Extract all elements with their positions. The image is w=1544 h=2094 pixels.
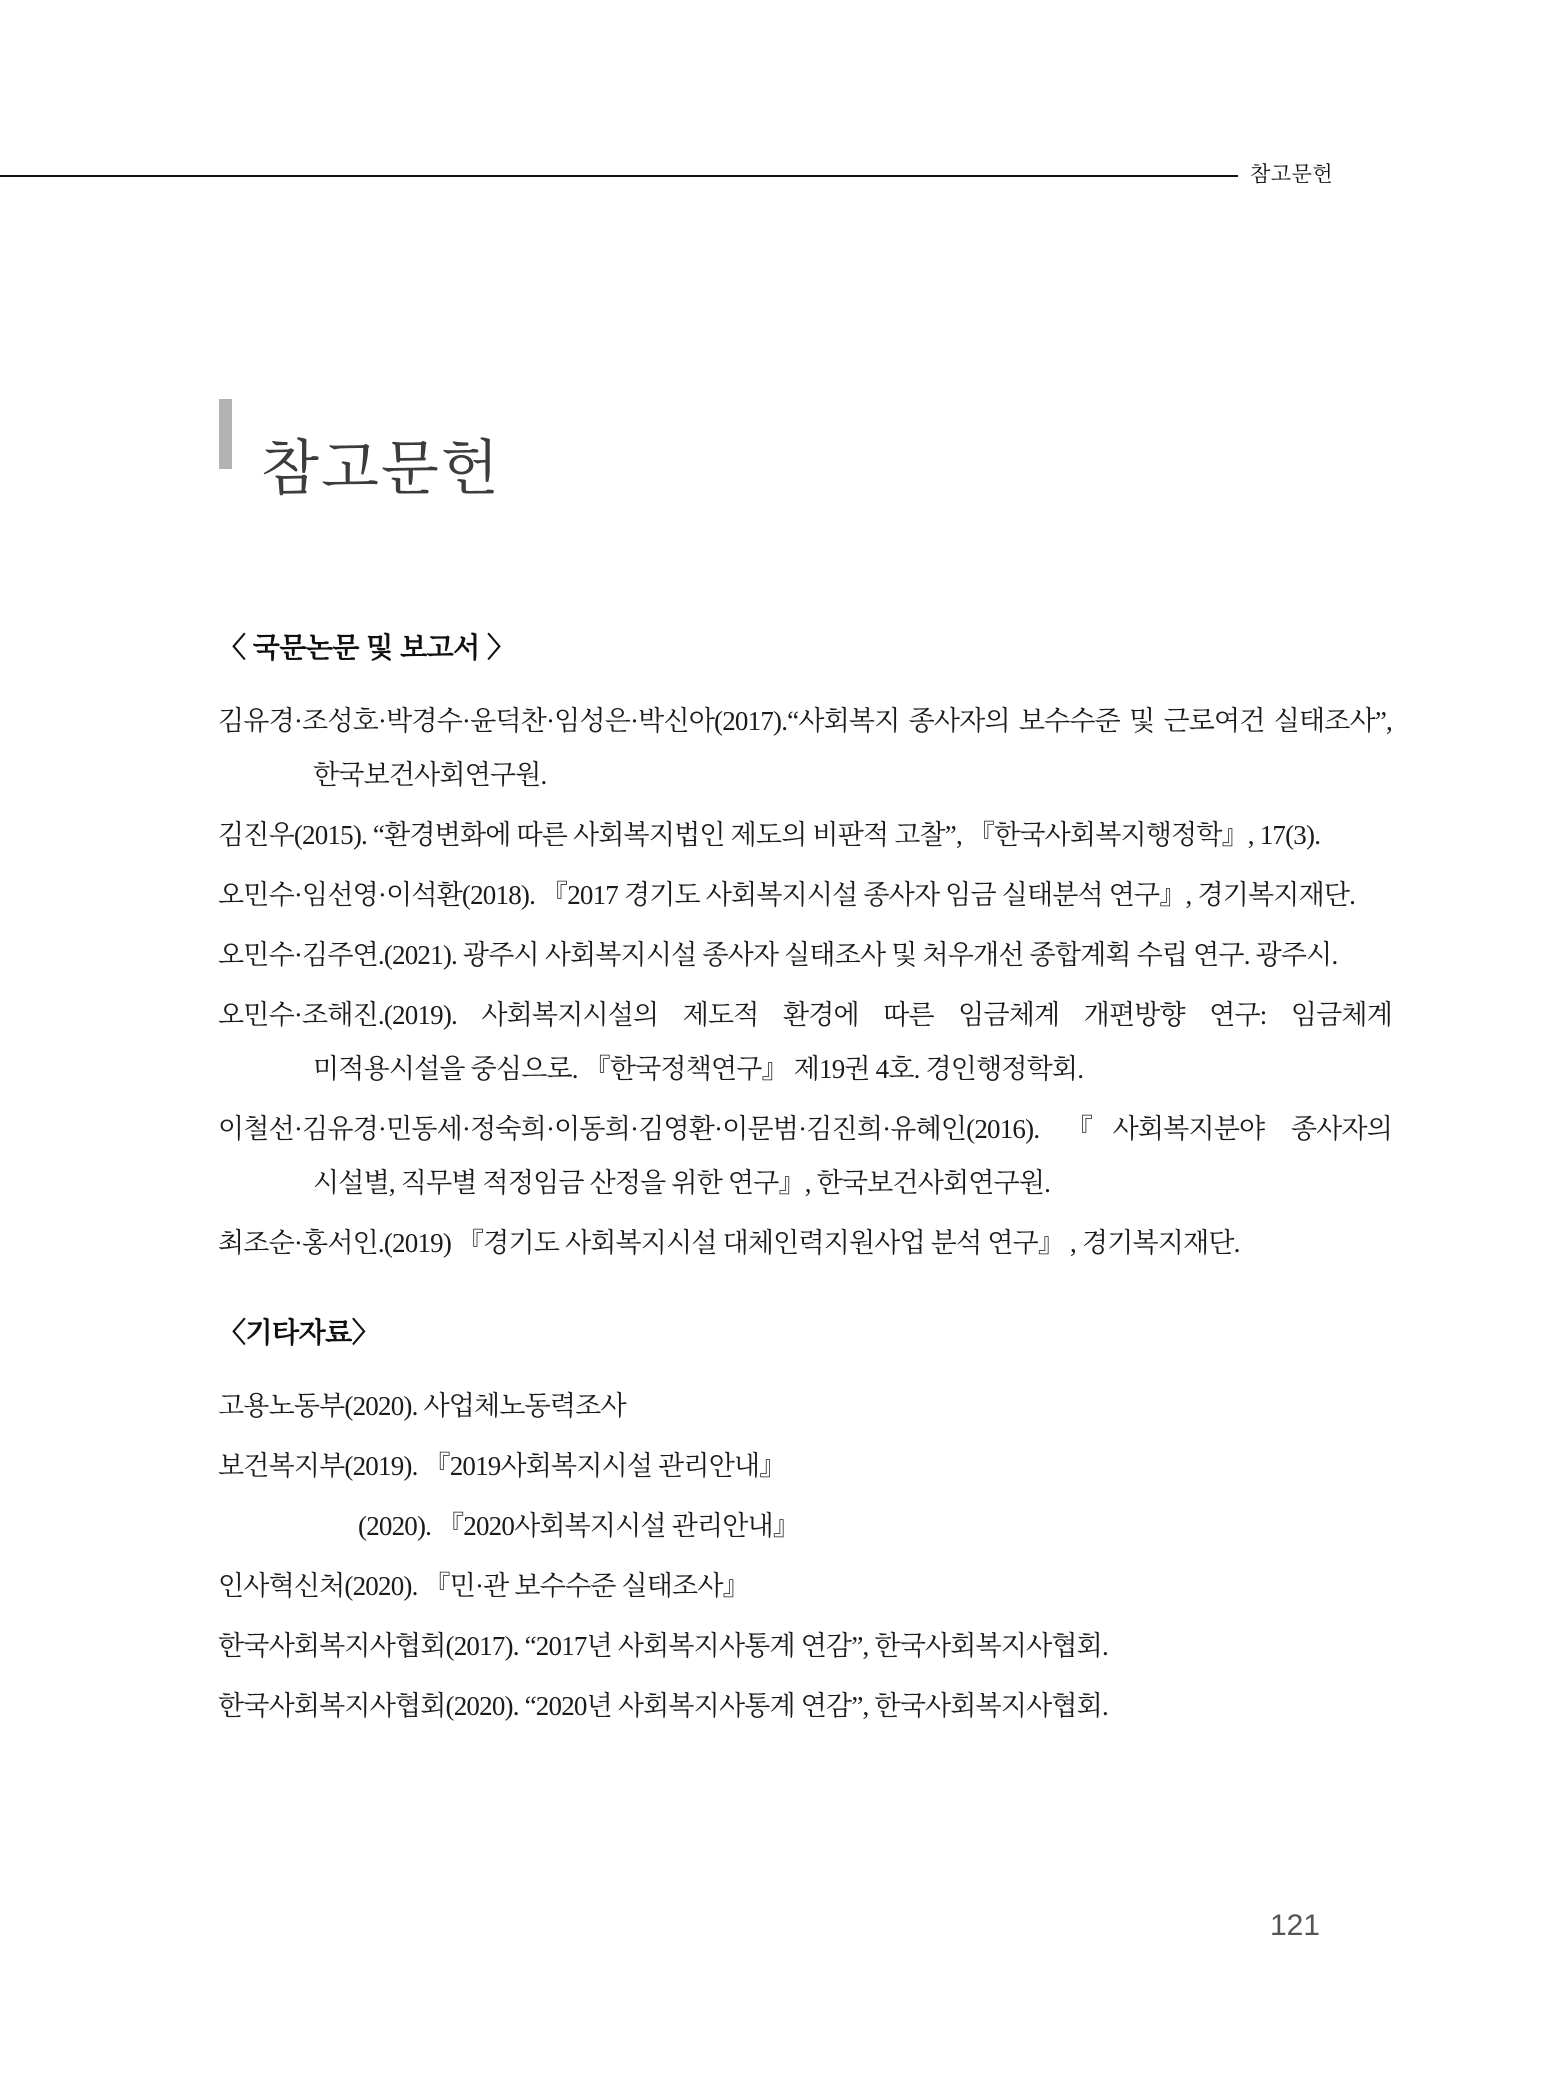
reference-entry: 보건복지부(2019). 『2019사회복지시설 관리안내』: [218, 1451, 786, 1481]
reference-entry: 오민수·조해진.(2019). 사회복지시설의 제도적 환경에 따른 임금체계 개편방향 연구: 임금체계 미적용시설을 중심으로. 『한국정책연구』 제19권 4호. 경인행정학회.: [218, 1000, 1392, 1084]
reference-entry: 한국사회복지사협회(2020). “2020년 사회복지사통계 연감”, 한국사회복지사협회.: [218, 1691, 1108, 1721]
chapter-title: 참고문헌: [261, 436, 501, 503]
reference-entry: 한국사회복지사협회(2017). “2017년 사회복지사통계 연감”, 한국사회복지사협회.: [218, 1631, 1108, 1661]
section-heading-other-materials: 〈기타자료〉: [218, 1317, 380, 1348]
reference-entry: 고용노동부(2020). 사업체노동력조사: [218, 1391, 626, 1421]
reference-entry: 김진우(2015). “환경변화에 따른 사회복지법인 제도의 비판적 고찰”, 『한국사회복지행정학』, 17(3).: [218, 820, 1321, 850]
reference-entry: 오민수·김주연.(2021). 광주시 사회복지시설 종사자 실태조사 및 처우개선 종합계획 수립 연구. 광주시.: [218, 940, 1338, 970]
references-content: [218, 630, 1392, 1739]
reference-entry: 이철선·김유경·민동세·정숙희·이동희·김영환·이문범·김진희·유혜인(2016). 『사회복지분야 종사자의 시설별, 직무별 적정임금 산정을 위한 연구』, 한국보건사회연구원.: [218, 1114, 1392, 1198]
reference-entry: 최조순·홍서인.(2019) 『경기도 사회복지시설 대체인력지원사업 분석 연구』 , 경기복지재단.: [218, 1228, 1240, 1258]
running-head-rule: [0, 175, 1238, 177]
reference-entry: 오민수·임선영·이석환(2018). 『2017 경기도 사회복지시설 종사자 임금 실태분석 연구』, 경기복지재단.: [218, 880, 1356, 910]
reference-entry: 인사혁신처(2020). 『민·관 보수수준 실태조사』: [218, 1571, 749, 1601]
section-heading-korean-papers: 〈 국문논문 및 보고서 〉: [218, 632, 515, 663]
reference-entry: 김유경·조성호·박경수·윤덕찬·임성은·박신아(2017).“사회복지 종사자의 보수수준 및 근로여건 실태조사”, 한국보건사회연구원.: [218, 706, 1392, 790]
chapter-title-accent-bar: [219, 399, 232, 469]
running-head-label: 참고문헌: [1250, 163, 1334, 186]
page-number: 121: [1270, 1909, 1321, 1942]
reference-entry-repeat-author: (2020). 『2020사회복지시설 관리안내』: [358, 1511, 800, 1541]
